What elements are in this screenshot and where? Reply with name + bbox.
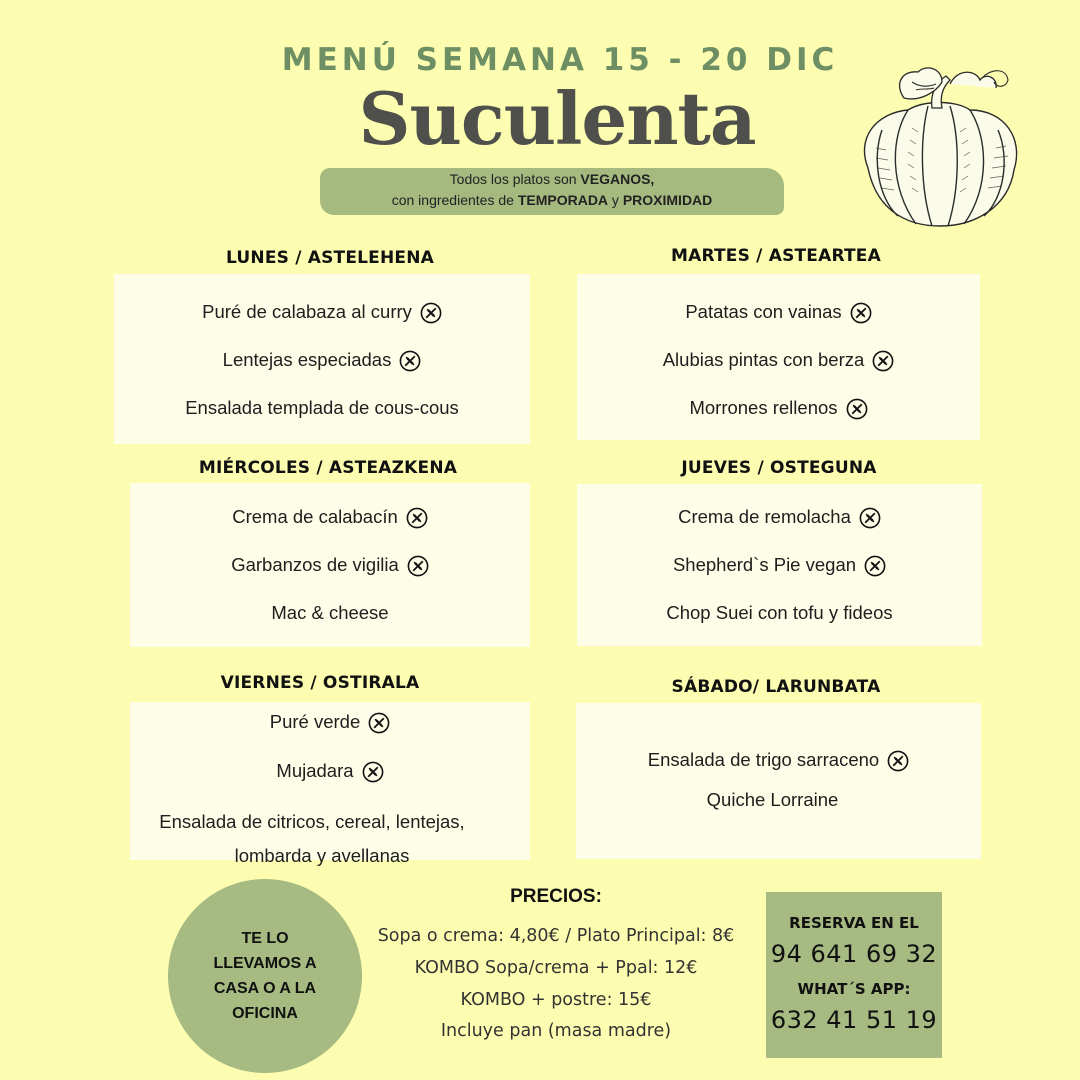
whatsapp-label: WHAT´S APP: [797, 980, 911, 998]
gluten-free-icon [859, 507, 881, 529]
dish-item [577, 601, 982, 625]
dish-name: Lentejas especiadas [222, 349, 392, 370]
dish-name: Ensalada de trigo sarraceno [647, 749, 880, 770]
dish-name: Mac & cheese [271, 602, 389, 623]
price-line: KOMBO Sopa/crema + Ppal: 12€ [414, 958, 698, 978]
dish-item [570, 788, 975, 812]
reservation-box [766, 892, 942, 1058]
dish-name: Ensalada de citricos, cereal, lentejas, [159, 811, 465, 832]
delivery-line: OFICINA [232, 1005, 298, 1022]
dish-item [576, 748, 981, 772]
banner-text: con ingredientes de [391, 192, 518, 208]
dish-item [122, 844, 522, 868]
gluten-free-icon [846, 398, 868, 420]
dish-item [112, 810, 512, 834]
dish-item [114, 300, 530, 324]
whatsapp-number[interactable]: 632 41 51 19 [770, 1006, 938, 1034]
dish-item [130, 553, 530, 577]
gluten-free-icon [864, 555, 886, 577]
day-card-martes [577, 274, 980, 440]
price-line: Incluye pan (masa madre) [440, 1021, 672, 1041]
dish-item [577, 348, 980, 372]
gluten-free-icon [420, 302, 442, 324]
prices-title: PRECIOS: [510, 886, 602, 907]
delivery-badge [168, 879, 362, 1073]
price-line: Sopa o crema: 4,80€ / Plato Principal: 8€ [377, 926, 735, 946]
banner-proximity: PROXIMIDAD [622, 192, 713, 208]
day-title-martes: MARTES / ASTEARTEA [671, 246, 881, 266]
day-title-miercoles: MIÉRCOLES / ASTEAZKENA [198, 458, 458, 478]
dish-name: Chop Suei con tofu y fideos [666, 602, 893, 623]
dish-name: Shepherd`s Pie vegan [672, 554, 857, 575]
dish-item [577, 396, 980, 420]
dish-item [130, 759, 530, 783]
day-card-miercoles [130, 483, 530, 647]
day-card-lunes [114, 274, 530, 444]
day-title-lunes: LUNES / ASTELEHENA [225, 248, 435, 268]
day-card-sabado [576, 703, 981, 859]
gluten-free-icon [887, 750, 909, 772]
pumpkin-illustration [846, 58, 1032, 234]
gluten-free-icon [399, 350, 421, 372]
dish-item [114, 396, 530, 420]
banner-text: y [608, 192, 623, 208]
dish-name: Garbanzos de vigilia [231, 554, 399, 575]
dish-item [130, 505, 530, 529]
banner-season: TEMPORADA [517, 192, 609, 208]
gluten-free-icon [850, 302, 872, 324]
day-title-jueves: JUEVES / OSTEGUNA [681, 458, 877, 478]
dish-name: Crema de calabacín [232, 506, 398, 527]
day-card-viernes [130, 702, 530, 866]
dish-name: Ensalada templada de cous-cous [185, 397, 459, 418]
dish-name: Alubias pintas con berza [662, 349, 865, 370]
vegan-banner [320, 168, 784, 215]
phone-number[interactable]: 94 641 69 32 [770, 940, 938, 968]
banner-vegan: VEGANOS, [580, 171, 655, 187]
dish-name: Crema de remolacha [678, 506, 851, 527]
banner-text: Todos los platos son [449, 171, 581, 187]
day-title-sabado: SÁBADO/ LARUNBATA [671, 677, 881, 697]
delivery-line: CASA O A LA [213, 980, 317, 997]
dish-name: Patatas con vainas [685, 301, 842, 322]
reserve-label: RESERVA EN EL [789, 914, 919, 932]
price-line: KOMBO + postre: 15€ [460, 990, 652, 1010]
dish-name: Mujadara [276, 760, 354, 781]
dish-name: Morrones rellenos [689, 397, 838, 418]
day-card-jueves [577, 484, 982, 646]
dish-name: lombarda y avellanas [234, 845, 410, 866]
dish-name: Puré verde [269, 711, 361, 732]
gluten-free-icon [407, 555, 429, 577]
week-title: MENÚ SEMANA 15 - 20 DIC [281, 42, 839, 78]
gluten-free-icon [362, 761, 384, 783]
dish-name: Quiche Lorraine [706, 789, 839, 810]
delivery-line: LLEVAMOS A [213, 955, 317, 972]
dish-item [114, 348, 530, 372]
dish-name: Puré de calabaza al curry [202, 301, 412, 322]
dish-item [577, 300, 980, 324]
dish-item [577, 505, 982, 529]
dish-item [577, 553, 982, 577]
dish-item [130, 601, 530, 625]
gluten-free-icon [872, 350, 894, 372]
delivery-line: TE LO [241, 930, 289, 947]
gluten-free-icon [368, 712, 390, 734]
brand-name: Suculenta [358, 76, 756, 161]
gluten-free-icon [406, 507, 428, 529]
day-title-viernes: VIERNES / OSTIRALA [220, 673, 420, 693]
dish-item [130, 710, 530, 734]
